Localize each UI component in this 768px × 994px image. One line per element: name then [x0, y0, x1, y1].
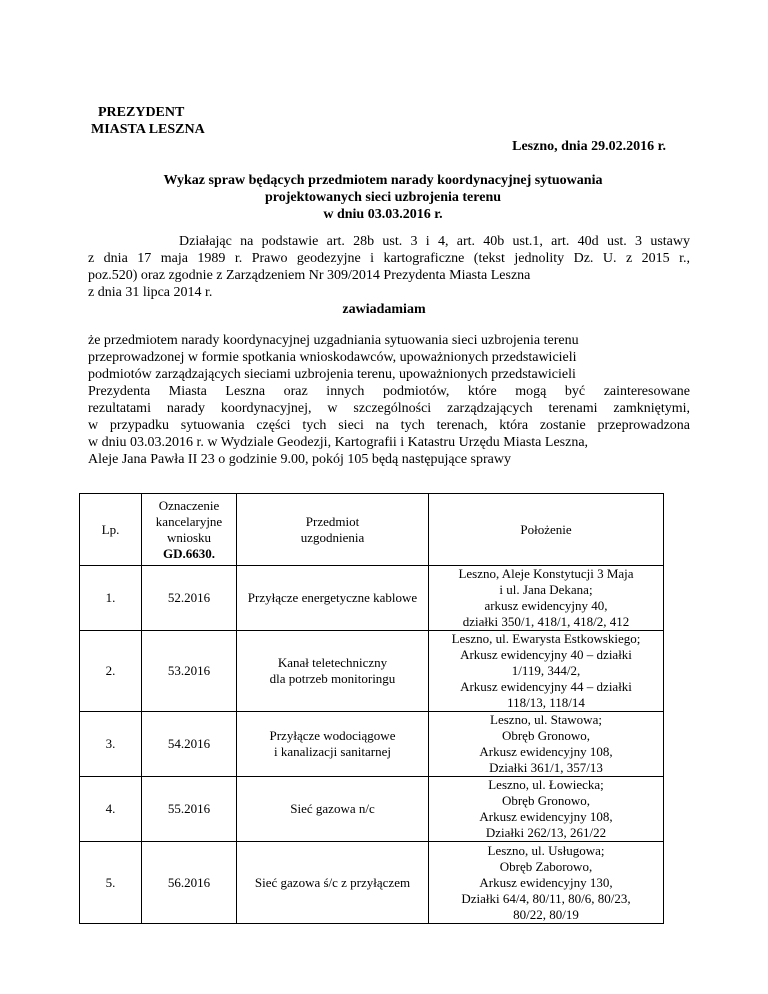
- location-line: i ul. Jana Dekana;: [499, 582, 593, 597]
- row-subject: [237, 777, 429, 842]
- location-line: Działki 262/13, 261/22: [485, 825, 607, 840]
- row-lp: 3.: [80, 712, 142, 777]
- body-line-2: przeprowadzonej w formie spotkania wnioskodawców, upoważnionych przedstawicieli: [88, 350, 577, 365]
- location-line: arkusz ewidencyjny 40,: [484, 598, 608, 613]
- row-subject: [237, 842, 429, 924]
- header-lp: Lp.: [80, 494, 142, 566]
- intro-line-2: z dnia 17 maja 1989 r. Prawo geodezyjne i kartograficzne (tekst jednolity Dz. U. z 2015 r.,: [88, 251, 690, 266]
- row-location: [429, 777, 664, 842]
- location-line: Działki 361/1, 357/13: [489, 760, 603, 775]
- location-line: Leszno, ul. Stawowa;: [490, 712, 602, 727]
- location-line: Leszno, ul. Usługowa;: [487, 842, 605, 858]
- header-sign-line-4: GD.6630.: [163, 545, 215, 561]
- body-line-7: w dniu 03.03.2016 r. w Wydziale Geodezji, Kartografii i Katastru Urzędu Miasta Leszna,: [88, 435, 589, 450]
- issuer-line-1: PREZYDENT: [98, 105, 185, 120]
- table-row: [80, 712, 664, 777]
- row-lp: 5.: [80, 842, 142, 924]
- location-line: 80/22, 80/19: [513, 906, 579, 922]
- body-line-5: rezultatami narady koordynacyjnej, w szczególności zarządzających terenami zamkniętymi,: [88, 401, 690, 416]
- body-paragraph: [88, 332, 690, 468]
- row-location: [429, 842, 664, 924]
- row-subject: [237, 712, 429, 777]
- header-subject-line-1: Przedmiot: [305, 513, 360, 529]
- document-date: Leszno, dnia 29.02.2016 r.: [512, 139, 666, 154]
- row-subject-line-1: Sieć gazowa ś/c z przyłączem: [254, 874, 411, 890]
- location-line: 1/119, 344/2,: [511, 663, 581, 678]
- row-subject-line-2: i kanalizacji sanitarnej: [274, 744, 391, 759]
- location-line: działki 350/1, 418/1, 418/2, 412: [462, 614, 630, 629]
- location-line: Arkusz ewidencyjny 44 – działki: [460, 679, 632, 694]
- title-line-3: w dniu 03.03.2016 r.: [323, 207, 443, 222]
- intro-line-4: z dnia 31 lipca 2014 r.: [88, 285, 213, 300]
- row-subject-line-2: dla potrzeb monitoringu: [269, 671, 396, 686]
- body-line-4: Prezydenta Miasta Leszna oraz innych podmiotów, które mogą być zainteresowane: [88, 384, 690, 399]
- table-row: [80, 631, 664, 712]
- intro-line-1: Działając na podstawie art. 28b ust. 3 i 4, art. 40b ust.1, art. 40d ust. 3 ustawy: [179, 234, 690, 249]
- location-line: Obręb Zaborowo,: [499, 858, 593, 874]
- header-sign-line-2: kancelaryjne: [155, 513, 223, 529]
- table-header-row: [80, 494, 664, 566]
- intro-paragraph: [88, 233, 690, 301]
- row-location: [429, 712, 664, 777]
- location-line: Obręb Gronowo,: [501, 728, 591, 743]
- row-sign: 53.2016: [142, 631, 237, 712]
- location-line: Leszno, Aleje Konstytucji 3 Maja: [458, 566, 634, 581]
- location-line: Leszno, ul. Łowiecka;: [488, 777, 604, 792]
- location-line: Obręb Gronowo,: [501, 793, 591, 808]
- location-line: 118/13, 118/14: [507, 695, 585, 710]
- row-location: [429, 566, 664, 631]
- row-location: [429, 631, 664, 712]
- row-subject-line-1: Przyłącze wodociągowe: [269, 728, 396, 743]
- location-line: Arkusz ewidencyjny 130,: [479, 874, 613, 890]
- cases-table: [79, 493, 664, 924]
- intro-line-3: poz.520) oraz zgodnie z Zarządzeniem Nr 309/2014 Prezydenta Miasta Leszna: [88, 268, 531, 283]
- row-subject-line-1: Kanał teletechniczny: [277, 655, 388, 670]
- header-subject-line-2: uzgodnienia: [300, 529, 365, 545]
- location-line: Działki 64/4, 80/11, 80/6, 80/23,: [461, 890, 631, 906]
- body-line-3: podmiotów zarządzających sieciami uzbrojenia terenu, upoważnionych przedstawicieli: [88, 367, 576, 382]
- document-title: [85, 172, 681, 223]
- row-sign: 54.2016: [142, 712, 237, 777]
- table-row: [80, 842, 664, 924]
- row-sign: 55.2016: [142, 777, 237, 842]
- row-sign: 56.2016: [142, 842, 237, 924]
- row-lp: 1.: [80, 566, 142, 631]
- issuer-block: [91, 104, 205, 138]
- body-line-1: że przedmiotem narady koordynacyjnej uzgadniania sytuowania sieci uzbrojenia terenu: [88, 333, 579, 348]
- location-line: Arkusz ewidencyjny 40 – działki: [460, 647, 632, 662]
- row-subject-line-1: Sieć gazowa n/c: [290, 801, 375, 816]
- row-lp: 4.: [80, 777, 142, 842]
- row-subject: [237, 631, 429, 712]
- body-line-8: Aleje Jana Pawła II 23 o godzinie 9.00, pokój 105 będą następujące sprawy: [88, 452, 511, 467]
- location-line: Arkusz ewidencyjny 108,: [479, 809, 613, 824]
- title-line-2: projektowanych sieci uzbrojenia terenu: [264, 190, 502, 205]
- issuer-line-2: MIASTA LESZNA: [91, 122, 205, 137]
- header-sign-line-3: wniosku: [166, 529, 212, 545]
- header-location: Położenie: [429, 494, 664, 566]
- header-sign-line-1: Oznaczenie: [158, 497, 220, 513]
- row-subject-line-1: Przyłącze energetyczne kablowe: [247, 590, 418, 605]
- body-line-6: w przypadku sytuowania części tych sieci na tych terenach, która zostanie przeprowadzona: [88, 418, 690, 433]
- row-subject: [237, 566, 429, 631]
- table-row: [80, 566, 664, 631]
- row-sign: 52.2016: [142, 566, 237, 631]
- row-lp: 2.: [80, 631, 142, 712]
- table-row: [80, 777, 664, 842]
- header-sign: [142, 494, 237, 566]
- header-subject: [237, 494, 429, 566]
- location-line: Arkusz ewidencyjny 108,: [479, 744, 613, 759]
- location-line: Leszno, ul. Ewarysta Estkowskiego;: [451, 631, 641, 646]
- notify-word: zawiadamiam: [342, 302, 426, 317]
- title-line-1: Wykaz spraw będących przedmiotem narady koordynacyjnej sytuowania: [163, 173, 603, 188]
